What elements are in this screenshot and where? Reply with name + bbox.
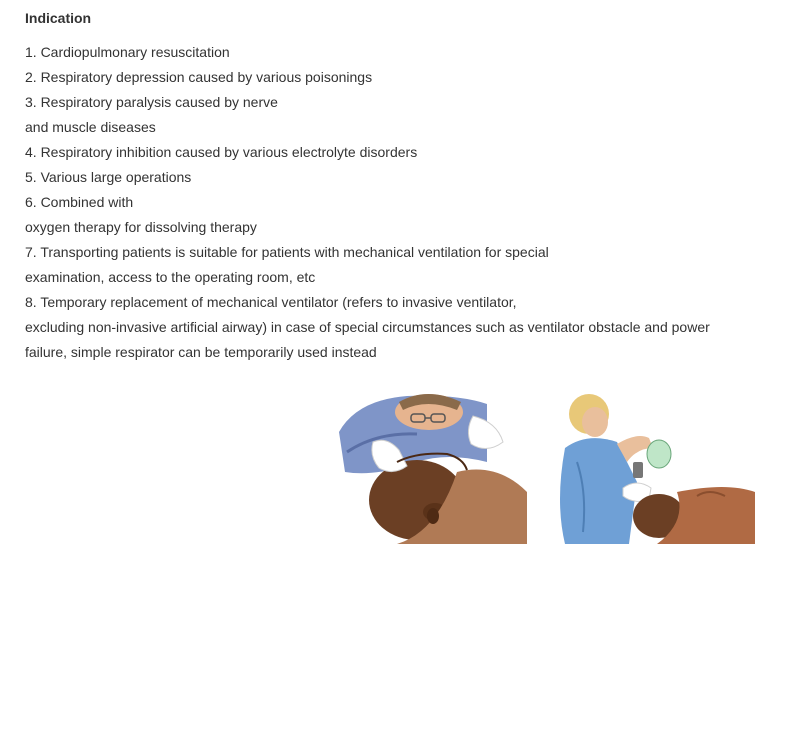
indication-line: 1. Cardiopulmonary resuscitation: [25, 44, 230, 60]
indication-line: 2. Respiratory depression caused by various poisonings: [25, 69, 373, 85]
indication-line: examination, access to the operating room, etc: [25, 269, 316, 285]
indication-list: [25, 40, 710, 365]
indication-line: 5. Various large operations: [25, 169, 192, 185]
indication-line: and muscle diseases: [25, 119, 156, 135]
indication-line: excluding non-invasive artificial airway) in case of special circumstances such as ventilator obstacle and power: [25, 319, 710, 335]
resuscitation-illustration: [337, 392, 755, 544]
mask-ventilation-closeup: [339, 394, 527, 544]
indication-line: 8. Temporary replacement of mechanical ventilator (refers to invasive ventilator,: [25, 294, 517, 310]
indication-line: 7. Transporting patients is suitable for patients with mechanical ventilation for special: [25, 244, 549, 260]
indication-line: failure, simple respirator can be temporarily used instead: [25, 344, 377, 360]
section-heading: Indication: [25, 10, 92, 26]
indication-line: oxygen therapy for dissolving therapy: [25, 219, 257, 235]
indication-line: 3. Respiratory paralysis caused by nerve: [25, 94, 278, 110]
nurse-using-bag-valve-mask: [560, 394, 755, 544]
indication-line: 6. Combined with: [25, 194, 134, 210]
indication-line: 4. Respiratory inhibition caused by various electrolyte disorders: [25, 144, 418, 160]
